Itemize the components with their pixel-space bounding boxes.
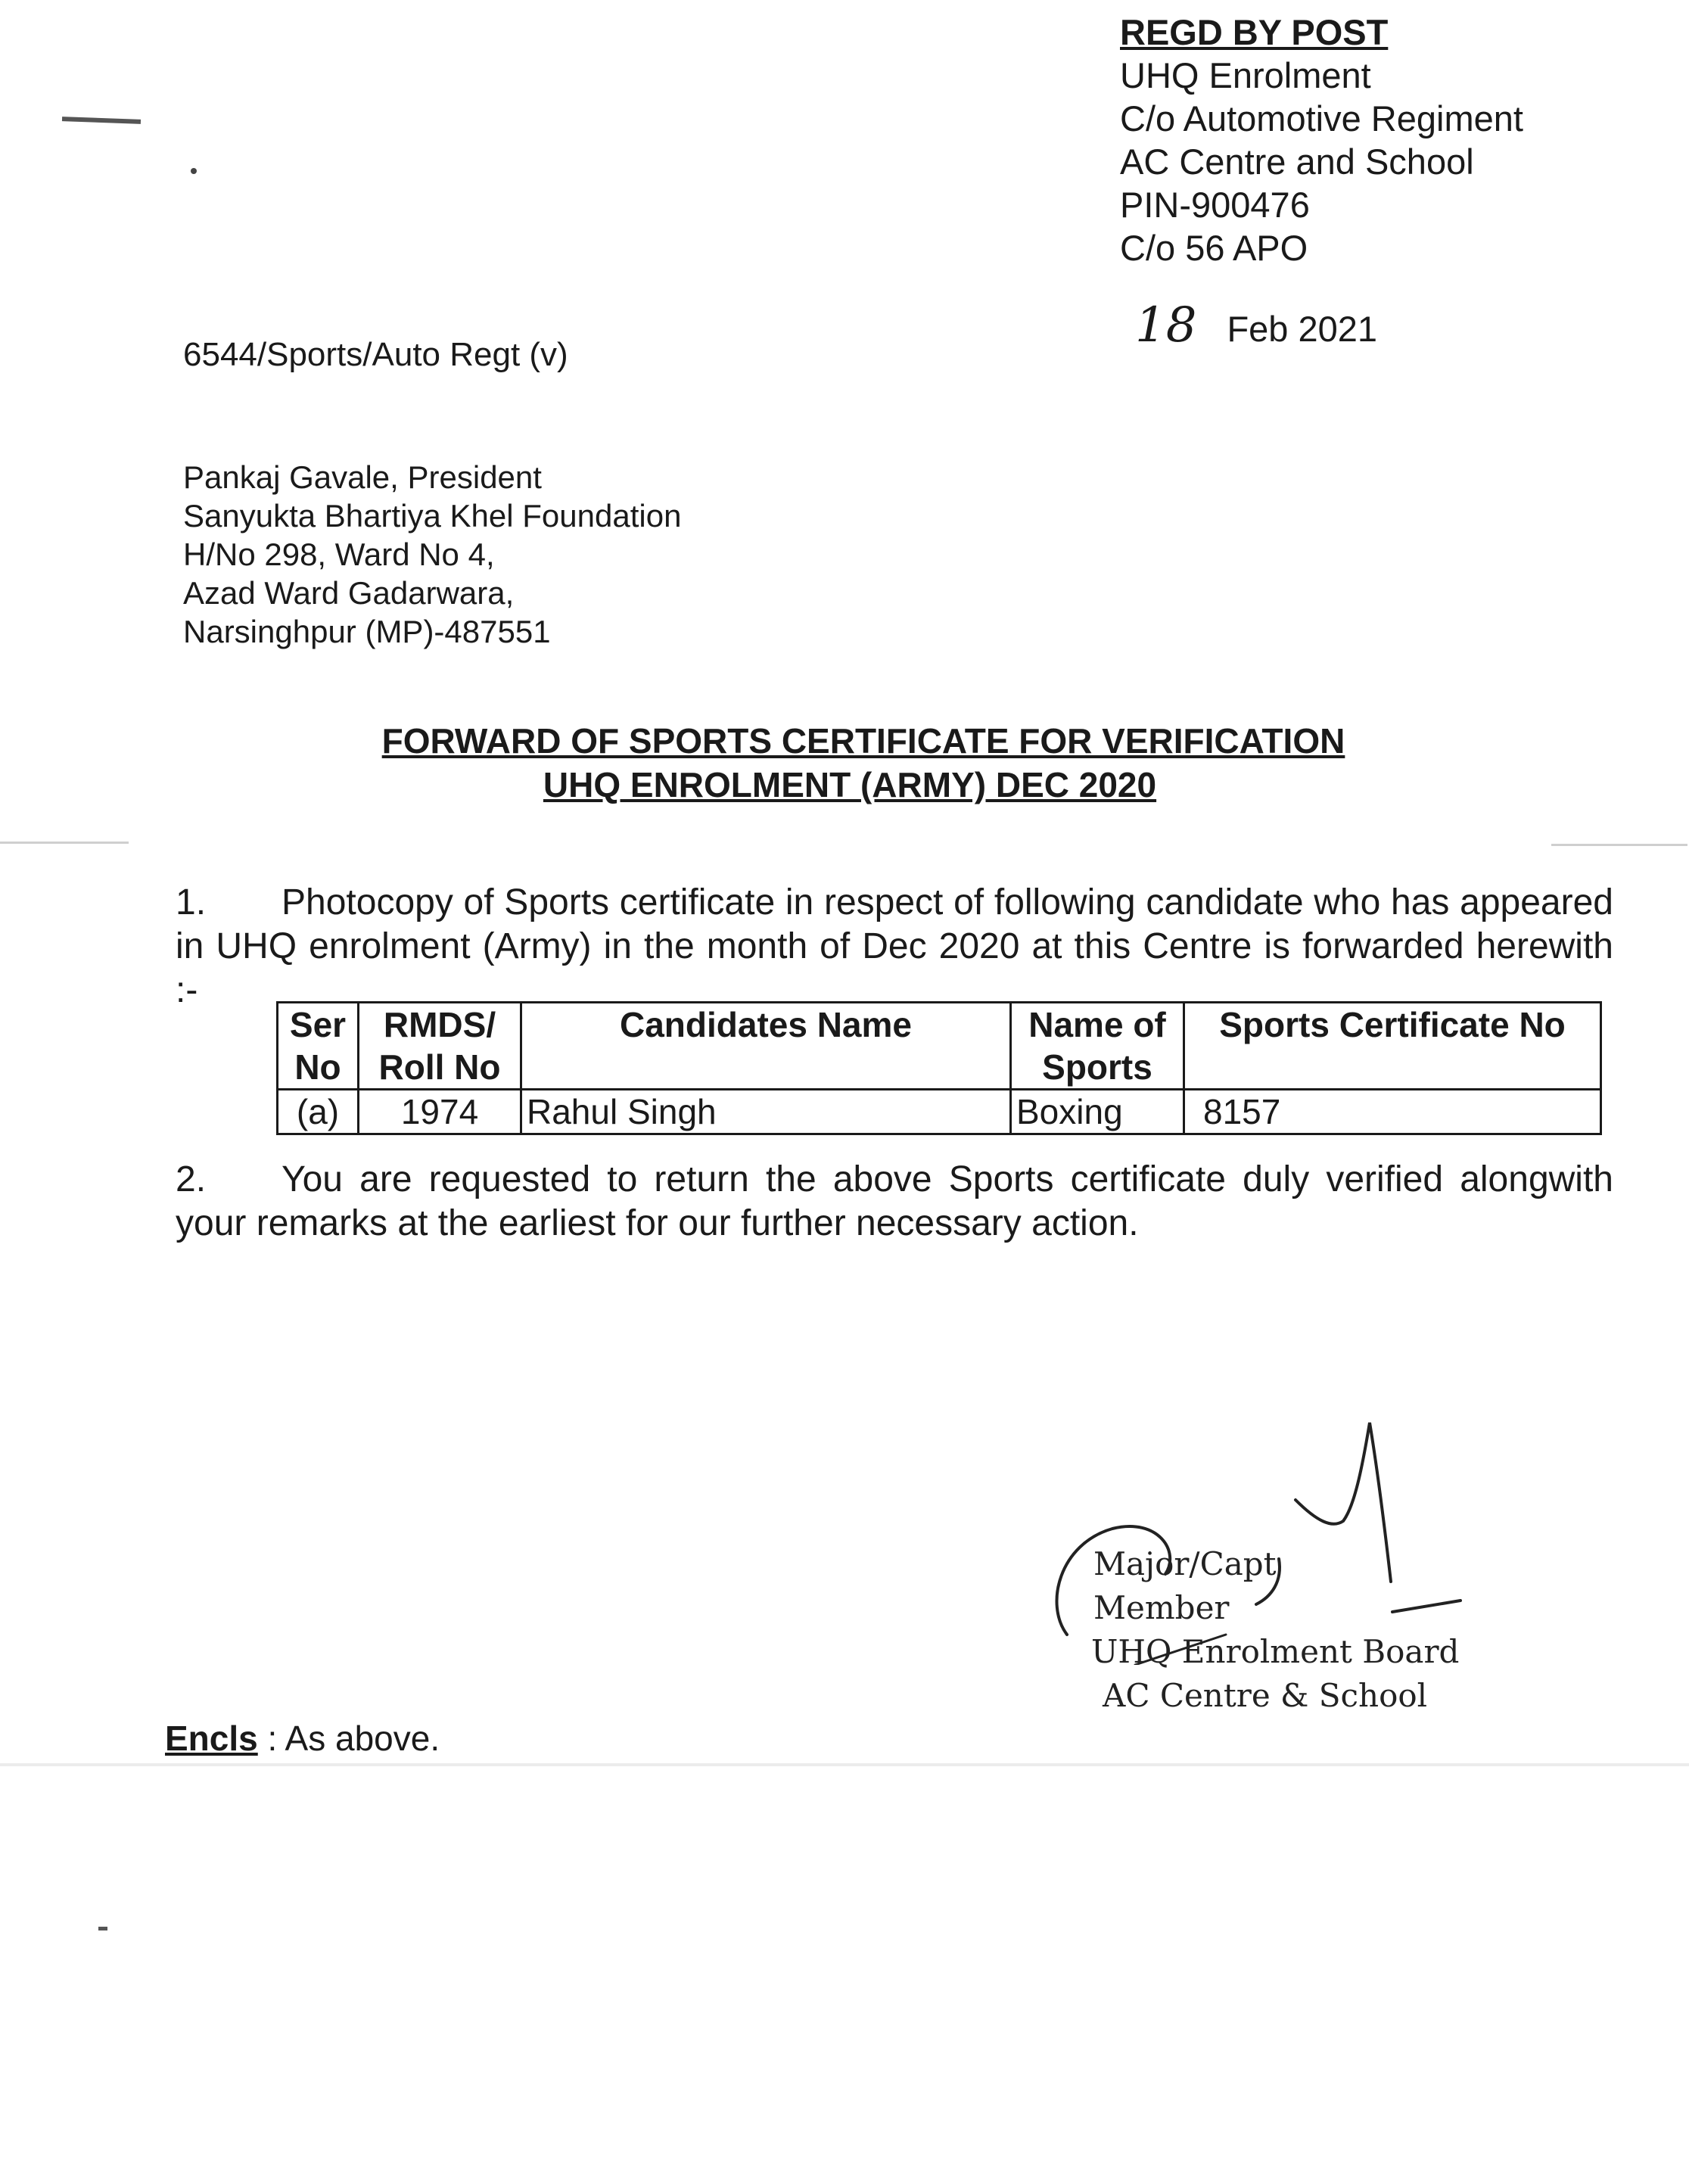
- date-month-year: Feb 2021: [1227, 309, 1378, 349]
- signature-board: UHQ Enrolment Board: [1091, 1633, 1460, 1670]
- letter-date: [1135, 297, 1378, 353]
- scan-mark-top-left: [62, 117, 141, 124]
- paragraph-2: [176, 1158, 1613, 1246]
- scan-dot: [191, 168, 197, 174]
- paragraph-number: 2.: [176, 1159, 207, 1199]
- signature-rank: Major/Capt: [1093, 1545, 1277, 1582]
- enclosures: [165, 1718, 440, 1759]
- scan-line-left: [0, 842, 129, 844]
- header-candidate-name: Candidates Name: [521, 1003, 1011, 1090]
- cell-sport-name: Boxing: [1011, 1090, 1184, 1134]
- sender-line: PIN-900476: [1120, 185, 1310, 225]
- subject-line-1: FORWARD OF SPORTS CERTIFICATE FOR VERIFICATION: [381, 721, 1345, 761]
- cell-ser-no: (a): [278, 1090, 359, 1134]
- addressee-line: Azad Ward Gadarwara,: [183, 575, 515, 611]
- subject-heading: [0, 719, 1689, 807]
- addressee-line: Pankaj Gavale, President: [183, 459, 542, 495]
- sender-line: UHQ Enrolment: [1120, 55, 1371, 95]
- scan-dot-bottom: [98, 1927, 107, 1930]
- header-certificate-no: Sports Certificate No: [1184, 1003, 1601, 1090]
- paragraph-1: [176, 881, 1613, 1013]
- paragraph-number: 1.: [176, 882, 207, 922]
- scan-line-right: [1551, 844, 1687, 846]
- table-header-row: [278, 1003, 1601, 1090]
- sender-line: AC Centre and School: [1120, 142, 1474, 182]
- paragraph-text: You are requested to return the above Sports certificate duly verified alongwith your remarks at the earliest for our further necessary action.: [176, 1159, 1613, 1243]
- signature-block: [1093, 1542, 1459, 1718]
- sender-line: C/o Automotive Regiment: [1120, 98, 1523, 138]
- sender-address: [1120, 11, 1523, 269]
- handwritten-day: 18: [1135, 297, 1197, 353]
- addressee-line: H/No 298, Ward No 4,: [183, 537, 495, 572]
- paragraph-text: Photocopy of Sports certificate in respect of following candidate who has appeared in UHQ enrolment (Army) in the month of Dec 2020 at this Centre is forwarded herewith :-: [176, 882, 1613, 1010]
- sender-line: C/o 56 APO: [1120, 228, 1308, 268]
- signature-centre: AC Centre & School: [1103, 1677, 1428, 1714]
- regd-by-post: REGD BY POST: [1120, 12, 1389, 52]
- addressee-block: [183, 458, 681, 651]
- header-roll-no: RMDS/ Roll No: [359, 1003, 521, 1090]
- reference-number: 6544/Sports/Auto Regt (v): [183, 336, 568, 373]
- addressee-line: Sanyukta Bhartiya Khel Foundation: [183, 498, 682, 534]
- cell-certificate-no: 8157: [1184, 1090, 1601, 1134]
- encls-label: Encls: [165, 1719, 258, 1758]
- cell-roll-no: 1974: [359, 1090, 521, 1134]
- header-ser-no: Ser No: [278, 1003, 359, 1090]
- header-sport-name: Name of Sports: [1011, 1003, 1184, 1090]
- table-row: [278, 1090, 1601, 1134]
- candidate-table: [276, 1001, 1602, 1135]
- signature-role: Member: [1093, 1589, 1230, 1626]
- addressee-line: Narsinghpur (MP)-487551: [183, 614, 551, 649]
- subject-line-2: UHQ ENROLMENT (ARMY) DEC 2020: [543, 765, 1157, 804]
- scan-line-bottom: [0, 1763, 1689, 1766]
- encls-text: : As above.: [257, 1719, 440, 1758]
- cell-candidate-name: Rahul Singh: [521, 1090, 1011, 1134]
